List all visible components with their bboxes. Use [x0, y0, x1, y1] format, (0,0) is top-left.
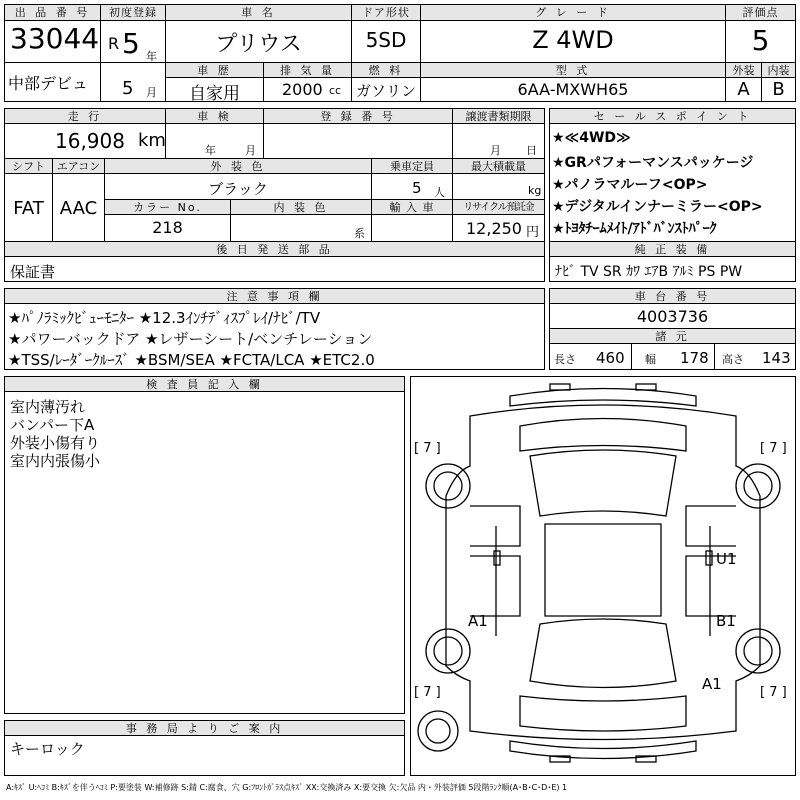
recycle-deposit: 12,250	[466, 219, 522, 238]
color-no: 218	[152, 218, 183, 237]
damage-mark: [ 7 ]	[414, 441, 441, 456]
transfer-month-unit: 月	[490, 144, 501, 157]
load-unit: kg	[528, 184, 542, 197]
reg-month-unit: 月	[146, 86, 157, 99]
recycle-label: リサイクル預託金	[453, 200, 544, 215]
ac: AAC	[59, 198, 98, 219]
transfer-day-unit: 日	[526, 144, 537, 157]
score: 5	[751, 24, 770, 57]
car-diagram-drawing	[410, 376, 796, 776]
length: 460	[596, 349, 625, 367]
reg-no-label: 登 録 番 号	[264, 109, 452, 124]
int-color-label: 内 装 色	[231, 200, 371, 215]
note-line: ★パワーバックドア ★レザーシート/ベンチレーション	[8, 330, 373, 348]
car-name-label: 車 名	[166, 5, 351, 21]
sales-points-label: セ ー ル ス ポ イ ン ト	[550, 109, 795, 124]
capacity-unit: 人	[434, 186, 445, 199]
model-label: 型 式	[421, 63, 725, 78]
sales-point-item: ★ﾄﾖﾀﾁｰﾑﾒｲﾄ/ｱﾄﾞﾊﾞﾝｽﾄﾊﾟｰｸ	[552, 221, 717, 237]
inspection-year-unit: 年	[205, 144, 216, 157]
recycle-unit: 円	[526, 225, 540, 240]
displacement-unit: cc	[329, 84, 342, 97]
fuel: ガソリン	[355, 82, 416, 100]
model: 6AA-MXWH65	[517, 80, 629, 99]
inspection-month-unit: 月	[245, 144, 256, 157]
grade-label: グ レ ー ド	[421, 5, 725, 21]
int-grade: B	[772, 79, 785, 100]
fuel-label: 燃 料	[352, 63, 420, 78]
lot-number: 33044	[10, 22, 100, 55]
shift: FAT	[13, 198, 44, 219]
specs-label: 諸 元	[550, 329, 795, 344]
first-reg-label: 初度登録	[101, 5, 165, 21]
ext-label: 外装	[726, 63, 761, 78]
transfer-label: 譲渡書類期限	[453, 109, 544, 124]
damage-mark: [ 7 ]	[414, 685, 441, 700]
equipment-label: 純 正 装 備	[550, 242, 795, 257]
legend: A:ｷｽﾞ U:ﾍｺﾐ B:ｷｽﾞを伴うﾍｺﾐ P:要塗装 W:補修跡 S:錆 C:腐食、穴 G:ﾌﾛﾝﾄｶﾞﾗｽ点ｷｽﾞ XX:交換済み X:要交換 欠:欠品 内・外装評価 5段階ﾗﾝｸ順(A･B･C･D･E) 1	[6, 783, 568, 792]
note-line: ★ﾊﾟﾉﾗﾐｯｸﾋﾞｭｰﾓﾆﾀｰ ★12.3ｲﾝﾁﾃﾞｨｽﾌﾟﾚｲ/ﾅﾋﾞ/TV	[8, 309, 321, 327]
ext-color-label: 外 装 色	[105, 159, 371, 174]
inspector-line: 室内内張傷小	[10, 452, 101, 470]
damage-mark: A1	[468, 612, 488, 630]
inspector-line: 外装小傷有り	[10, 434, 101, 452]
damage-mark: [ 7 ]	[760, 685, 787, 700]
capacity: 5	[412, 179, 422, 197]
era: R	[108, 34, 120, 53]
sales-point-item: ★GRパフォーマンスパッケージ	[552, 155, 754, 171]
ext-color: ブラック	[208, 180, 268, 198]
sales-point-item: ★デジタルインナーミラー<OP>	[552, 199, 763, 215]
inspector-line: バンパー下A	[10, 416, 95, 434]
history: 自家用	[189, 84, 240, 104]
car-name: プリウス	[215, 32, 302, 57]
int-color-unit: 系	[354, 227, 365, 240]
displacement: 2000	[282, 80, 323, 99]
reg-month: 5	[122, 78, 134, 99]
inspector-label: 検 査 員 記 入 欄	[5, 377, 404, 392]
inspector-line: 室内薄汚れ	[10, 398, 86, 416]
displacement-label: 排 気 量	[264, 63, 351, 78]
load-label: 最大積載量	[453, 159, 544, 174]
sales-point-item: ★パノラマルーフ<OP>	[552, 177, 708, 193]
office-label: 事 務 局 よ り ご 案 内	[5, 721, 404, 736]
grade: Z 4WD	[532, 26, 614, 54]
color-no-label: カラー No.	[105, 200, 230, 215]
equipment: ﾅﾋﾞ TV SR ｶﾜ ｴｱB ｱﾙﾐ PS PW	[555, 264, 743, 280]
history-label: 車 歴	[166, 63, 263, 78]
damage-mark: U1	[716, 550, 737, 568]
chassis-label: 車 台 番 号	[550, 289, 795, 304]
int-label: 内装	[762, 63, 795, 78]
mileage: 16,908	[55, 129, 125, 153]
later-parts-label: 後 日 発 送 部 品	[5, 242, 544, 257]
capacity-label: 乗車定員	[372, 159, 452, 174]
damage-mark: A1	[702, 675, 722, 693]
length-label: 長さ	[554, 353, 576, 366]
door-label: ドア形状	[352, 5, 420, 21]
notes-label: 注 意 事 項 欄	[5, 289, 544, 304]
ac-label: エアコン	[53, 159, 104, 174]
venue: 中部デビュ	[8, 74, 89, 93]
score-label: 評価点	[726, 5, 795, 21]
mileage-unit: km	[138, 130, 166, 151]
chassis-number: 4003736	[636, 307, 709, 326]
mileage-label: 走 行	[5, 109, 165, 124]
inspection-label: 車 検	[166, 109, 263, 124]
sales-point-item: ★≪4WD≫	[552, 130, 631, 146]
office-note: キーロック	[10, 740, 85, 758]
later-parts: 保証書	[10, 263, 56, 281]
height-label: 高さ	[722, 353, 744, 366]
shift-label: シフト	[5, 159, 52, 174]
width: 178	[680, 349, 709, 367]
door-type: 5SD	[365, 28, 407, 52]
note-line: ★TSS/ﾚｰﾀﾞｰｸﾙｰｽﾞ ★BSM/SEA ★FCTA/LCA ★ETC2.0	[8, 351, 375, 369]
width-label: 幅	[645, 353, 656, 366]
lot-no-label: 出 品 番 号	[5, 5, 100, 21]
reg-year-unit: 年	[146, 50, 157, 63]
damage-mark: [ 7 ]	[760, 441, 787, 456]
ext-grade: A	[737, 79, 750, 100]
damage-mark: B1	[716, 612, 736, 630]
reg-year: 5	[122, 27, 140, 60]
height: 143	[762, 349, 791, 367]
import-label: 輸 入 車	[372, 200, 452, 215]
